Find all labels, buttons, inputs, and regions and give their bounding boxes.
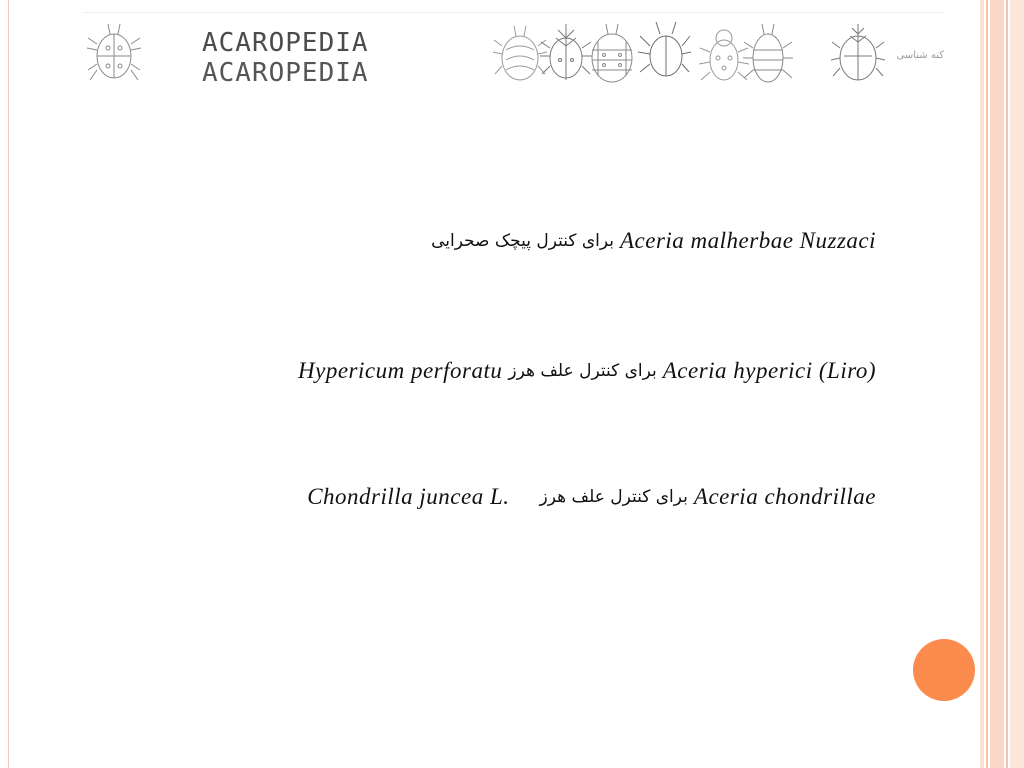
banner-title: ACAROPEDIA: [202, 28, 369, 58]
decor-stripe: [1006, 0, 1008, 768]
line-2-species: Aceria hyperici (Liro): [662, 358, 876, 383]
line-1-persian-text: برای کنترل پیچک صحرایی: [431, 231, 614, 251]
line-2-persian-text: برای کنترل علف هرز: [508, 361, 657, 381]
content-line-2: [298, 358, 876, 384]
left-border-line: [8, 0, 9, 768]
header-banner: [84, 14, 944, 88]
content-line-3: [307, 484, 876, 510]
banner-caption: کنه شناسی: [896, 50, 944, 61]
mite-illustration-icon: [636, 20, 692, 86]
content-line-1: [425, 228, 876, 254]
decor-stripe: [986, 0, 988, 768]
decor-stripe: [1010, 0, 1024, 768]
line-3-persian-text: برای کنترل علف هرز: [539, 487, 688, 507]
line-3-species: Aceria chondrillae: [693, 484, 876, 509]
decor-stripe: [980, 0, 984, 768]
banner-title-reflection: ACAROPEDIA: [202, 58, 369, 86]
orange-circle-decoration: [913, 639, 975, 701]
decor-stripe: [990, 0, 1004, 768]
mite-illustration-icon: [86, 20, 142, 86]
line-2-host-species: Hypericum perforatu: [298, 358, 503, 383]
mite-illustration-icon: [740, 20, 796, 86]
line-3-host-species: Chondrilla juncea L.: [307, 484, 510, 509]
banner-top-rule: [84, 12, 944, 13]
mite-illustration-icon: [830, 20, 886, 86]
mite-illustration-icon: [584, 20, 640, 86]
line-1-species: Aceria malherbae Nuzzaci: [619, 228, 876, 253]
